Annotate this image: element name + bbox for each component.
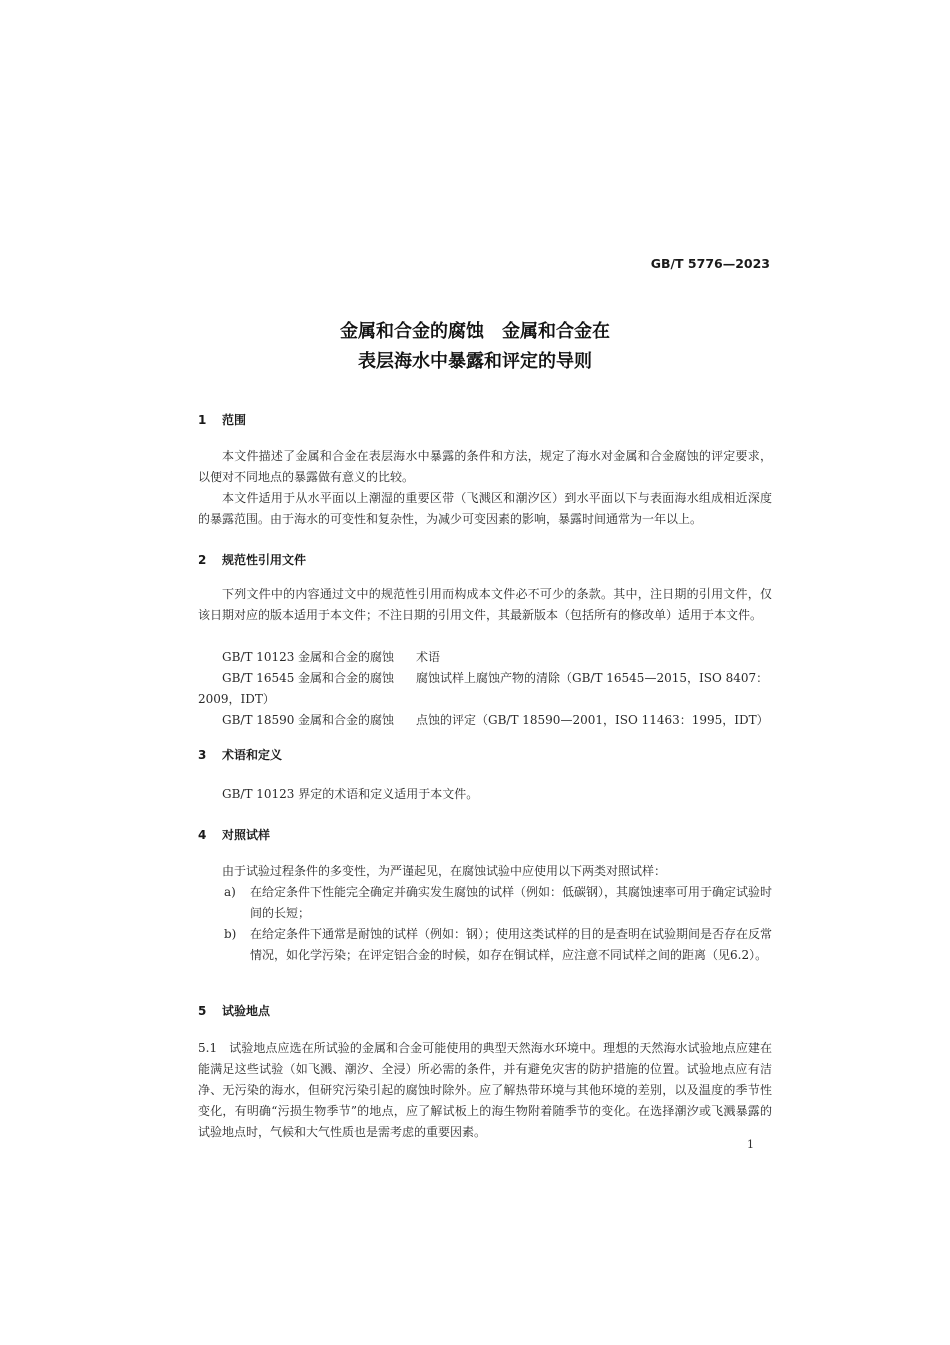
reference-title-main: 金属和合金的腐蚀 bbox=[298, 650, 395, 664]
section-heading-2 bbox=[198, 551, 306, 568]
section-heading-1 bbox=[198, 411, 246, 428]
section-number: 3 bbox=[198, 748, 207, 762]
reference-code: GB/T 10123 bbox=[222, 650, 295, 664]
list-item-label: a) bbox=[224, 885, 236, 899]
terms-paragraph: GB/T 10123 界定的术语和定义适用于本文件。 bbox=[222, 787, 479, 801]
reference-item bbox=[198, 668, 772, 710]
clause-number: 5.1 bbox=[198, 1041, 218, 1055]
document-title bbox=[0, 317, 950, 377]
reference-continuation: 2009，IDT） bbox=[198, 692, 275, 706]
section-heading-4 bbox=[198, 826, 270, 843]
list-item bbox=[198, 882, 772, 924]
reference-code: GB/T 18590 bbox=[222, 713, 295, 727]
scope-paragraph-1: 本文件描述了金属和合金在表层海水中暴露的条件和方法，规定了海水对金属和合金腐蚀的评定要求，以便对不同地点的暴露做有意义的比较。 bbox=[198, 449, 772, 484]
section-number: 4 bbox=[198, 828, 207, 842]
list-item-label: b) bbox=[224, 927, 237, 941]
section-title: 范围 bbox=[222, 413, 247, 427]
site-paragraph bbox=[198, 1038, 772, 1143]
title-line-1: 金属和合金的腐蚀 金属和合金在 bbox=[340, 321, 610, 342]
section-number: 2 bbox=[198, 553, 207, 567]
normative-intro: 下列文件中的内容通过文中的规范性引用而构成本文件必不可少的条款。其中，注日期的引用文件，仅该日期对应的版本适用于本文件；不注日期的引用文件，其最新版本（包括所有的修改单）适用于本文件。 bbox=[198, 587, 772, 622]
list-item-text: 在给定条件下通常是耐蚀的试样（例如：钢）；使用这类试样的目的是查明在试验期间是否存在反常情况，如化学污染；在评定铝合金的时候，如存在铜试样，应注意不同试样之间的距离（见6.2）。 bbox=[250, 927, 773, 962]
section-title: 规范性引用文件 bbox=[222, 553, 307, 567]
section-number: 5 bbox=[198, 1004, 207, 1018]
reference-title-sub: 点蚀的评定（GB/T 18590—2001，ISO 11463：1995，IDT） bbox=[416, 713, 769, 727]
section-title: 对照试样 bbox=[222, 828, 271, 842]
section-heading-3 bbox=[198, 746, 282, 763]
scope-paragraph-2: 本文件适用于从水平面以上潮湿的重要区带（飞溅区和潮汐区）到水平面以下与表面海水组成相近深度的暴露范围。由于海水的可变性和复杂性，为减少可变因素的影响，暴露时间通常为一年以上。 bbox=[198, 491, 772, 526]
reference-item bbox=[198, 647, 772, 668]
standard-code: GB/T 5776—2023 bbox=[650, 256, 770, 271]
section-number: 1 bbox=[198, 413, 207, 427]
reference-title-main: 金属和合金的腐蚀 bbox=[298, 671, 395, 685]
reference-code: GB/T 16545 bbox=[222, 671, 295, 685]
reference-title-sub: 腐蚀试样上腐蚀产物的清除（GB/T 16545—2015，ISO 8407： bbox=[416, 671, 769, 685]
list-item-text: 在给定条件下性能完全确定并确实发生腐蚀的试样（例如：低碳钢），其腐蚀速率可用于确定试验时间的长短； bbox=[250, 885, 773, 920]
reference-title-main: 金属和合金的腐蚀 bbox=[298, 713, 395, 727]
title-line-2: 表层海水中暴露和评定的导则 bbox=[358, 351, 592, 372]
section-title: 试验地点 bbox=[222, 1004, 271, 1018]
reference-title-sub: 术语 bbox=[416, 650, 441, 664]
clause-text: 试验地点应选在所试验的金属和合金可能使用的典型天然海水环境中。理想的天然海水试验地点应建在能满足这些试验（如飞溅、潮汐、全浸）所必需的条件，并有避免灾害的防护措施的位置。试验地点应有洁净、无污染的海水，但研究污染引起的腐蚀时除外。应了解热带环境与其他环境的差别，以及温度的季节性变化，有明确“污损生物季节”的地点，应了解试板上的海生物附着随季节的变化。在选择潮汐或飞溅暴露的试验地点时，气候和大气性质也是需考虑的重要因素。 bbox=[198, 1041, 772, 1139]
page-number: 1 bbox=[747, 1138, 754, 1151]
section-title: 术语和定义 bbox=[222, 748, 283, 762]
control-intro: 由于试验过程条件的多变性，为严谨起见，在腐蚀试验中应使用以下两类对照试样： bbox=[222, 864, 667, 878]
reference-item bbox=[198, 710, 772, 731]
section-heading-5 bbox=[198, 1002, 270, 1019]
list-item bbox=[198, 924, 772, 966]
